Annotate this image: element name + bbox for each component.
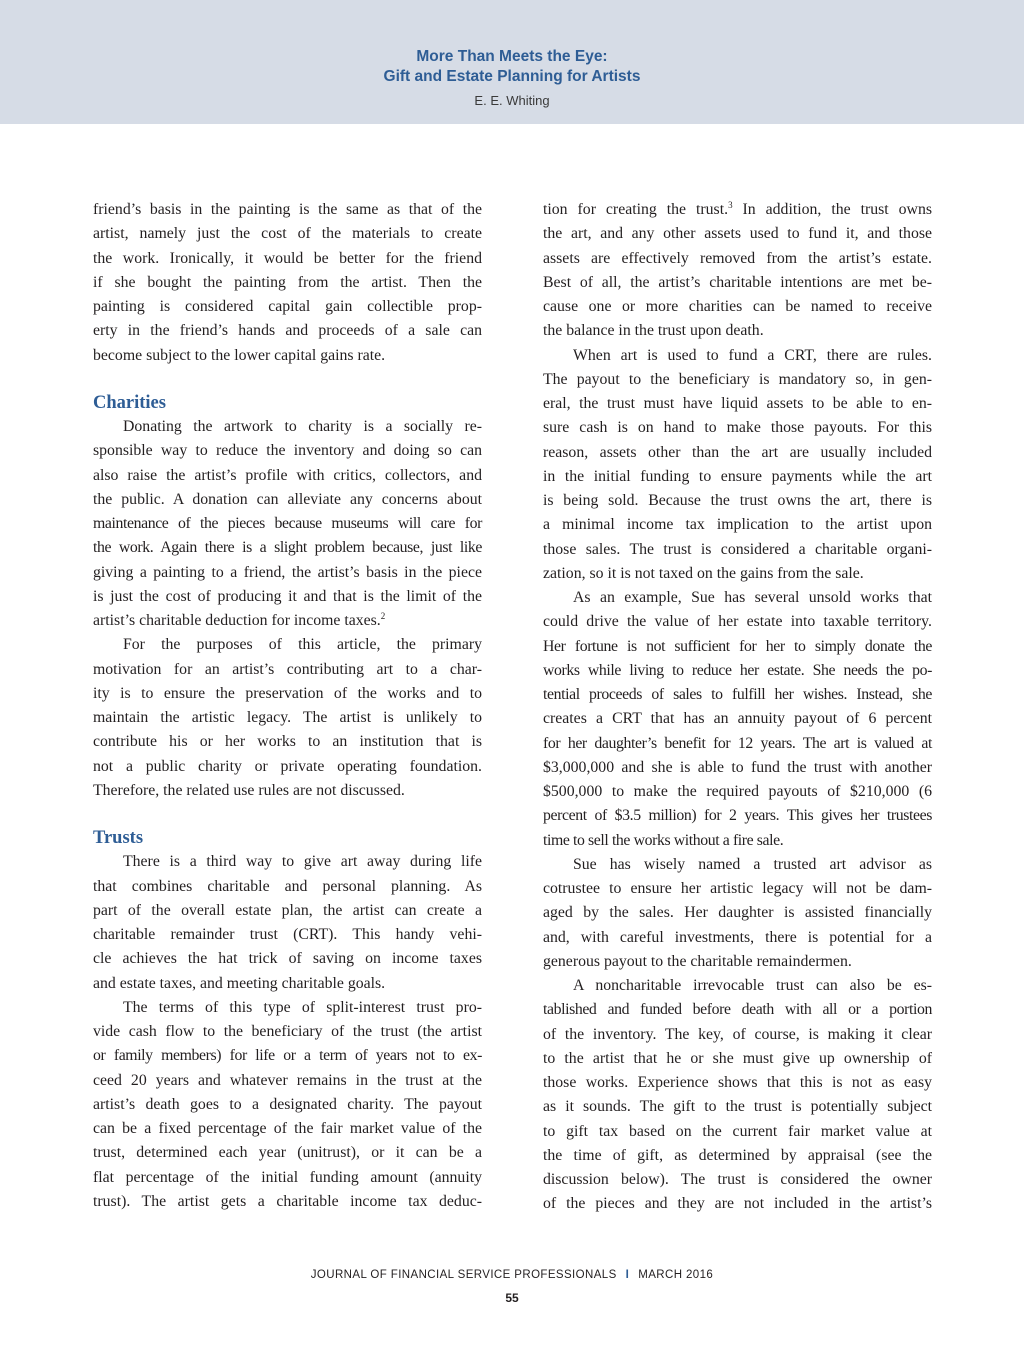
text-line: the work. Ironically, it would be better for the friend	[93, 249, 482, 267]
charities-paragraph-1	[93, 415, 482, 633]
advisor-paragraph	[543, 853, 932, 974]
text-line: reason, assets other than the art are usually included	[543, 443, 932, 461]
section-heading-trusts: Trusts	[93, 828, 144, 848]
article-title-line-1: More Than Meets the Eye:	[416, 48, 608, 65]
text-line: a minimal income tax implication to the artist upon	[543, 516, 932, 534]
text-line: to the artist that he or she must give up ownership of	[543, 1049, 932, 1067]
footnote-ref-2: 2	[380, 611, 386, 621]
charities-paragraph-2	[93, 633, 482, 803]
right-column	[543, 198, 932, 1217]
text-line: if she bought the painting from the artist. Then the	[93, 273, 482, 291]
text-line: works while living to reduce her estate. She needs the po-	[543, 661, 932, 679]
text-line: cle achieves the hat trick of saving on income taxes	[93, 950, 482, 968]
text-fragment: tion for creating the trust.	[543, 201, 729, 218]
text-line: also raise the artist’s profile with critics, collectors, and	[93, 466, 482, 484]
text-line: assets are effectively removed from the artist’s estate.	[543, 249, 932, 267]
text-line: $500,000 to make the required payouts of $210,000 (6	[543, 783, 932, 800]
text-line: flat percentage of the initial funding amount (annuity	[93, 1168, 482, 1186]
left-column	[93, 198, 482, 1214]
text-line: not a public charity or private operating foundation.	[93, 757, 482, 775]
text-fragment: artist’s charitable deduction for income taxes.	[93, 612, 381, 629]
text-line: that combines charitable and personal planning. As	[93, 877, 482, 895]
text-line: generous payout to the charitable remaindermen.	[543, 952, 852, 970]
text-line: trust). The artist gets a charitable income tax deduc-	[93, 1192, 482, 1210]
text-line: painting is considered capital gain collectible prop-	[93, 298, 482, 315]
text-line: to gift tax based on the current fair market value at	[543, 1122, 932, 1140]
text-line: discussion below). The trust is considered the owner	[543, 1171, 932, 1188]
text-fragment: In addition, the trust owns	[732, 201, 932, 218]
article-author: E. E. Whiting	[474, 93, 550, 108]
crt-rules-paragraph	[543, 344, 932, 587]
irrevocable-trust-paragraph	[543, 974, 932, 1217]
footer-journal-line	[0, 1269, 1024, 1281]
text-line: eral, the trust must have liquid assets to be able to en-	[543, 395, 932, 412]
text-line: cotrustee to ensure her artistic legacy will not be dam-	[543, 880, 932, 897]
text-line: part of the overall estate plan, the artist can create a	[93, 901, 482, 919]
text-line: percent of $3.5 million) for 2 years. This gives her trustees	[543, 807, 932, 825]
text-line: could drive the value of her estate into taxable territory.	[543, 613, 932, 631]
text-line: erty in the friend’s hands and proceeds of a sale can	[93, 322, 482, 340]
text-line: giving a painting to a friend, the artist’s basis in the piece	[93, 563, 482, 581]
text-line: the time of gift, as determined by appraisal (see the	[543, 1146, 932, 1164]
text-line: the work. Again there is a slight problem because, just like	[93, 539, 482, 557]
footnote-ref-3: 3	[728, 200, 733, 210]
text-line: aged by the sales. Her daughter is assisted financially	[543, 904, 932, 922]
text-line: ceed 20 years and whatever remains in the trust at the	[93, 1071, 482, 1089]
text-line: and, with careful investments, there is potential for a	[543, 928, 932, 946]
text-line: the public. A donation can alleviate any concerns about	[93, 490, 482, 508]
text-line: The payout to the beneficiary is mandatory so, in gen-	[543, 370, 932, 388]
text-line: become subject to the lower capital gains rate.	[93, 346, 386, 364]
journal-name: JOURNAL OF FINANCIAL SERVICE PROFESSIONALS	[310, 1269, 617, 1281]
text-line: is just the cost of producing it and that is the limit of the	[93, 587, 482, 605]
text-line: sponsible way to reduce the inventory and doing so can	[93, 442, 482, 460]
text-line: can be a fixed percentage of the fair market value of the	[93, 1120, 482, 1137]
text-line: those works. Experience shows that this is not as easy	[543, 1074, 932, 1091]
intro-paragraph	[93, 198, 482, 368]
text-line: Sue has wisely named a trusted art advisor as	[573, 855, 932, 873]
text-line: of the inventory. The key, of course, is making it clear	[543, 1025, 932, 1043]
issue-date: MARCH 2016	[638, 1269, 714, 1281]
text-line: sure cash is on hand to make those payouts. For this	[543, 419, 932, 437]
page-number: 55	[505, 1291, 519, 1305]
text-line: time to sell the works without a fire sale.	[543, 831, 784, 849]
trusts-paragraph-1	[93, 850, 482, 996]
text-line: vide cash flow to the beneficiary of the trust (the artist	[93, 1023, 482, 1040]
text-line: tential proceeds of sales to fulfill her wishes. Instead, she	[543, 686, 932, 703]
text-line: There is a third way to give art away during life	[123, 853, 482, 871]
text-line: A noncharitable irrevocable trust can also be es-	[573, 977, 932, 994]
text-line: The terms of this type of split-interest trust pro-	[123, 998, 482, 1016]
text-line: of the pieces and they are not included in the artist’s	[543, 1195, 932, 1213]
footer-separator: I	[625, 1269, 630, 1281]
text-line-with-footnote	[93, 609, 482, 633]
text-line: When art is used to fund a CRT, there are rules.	[573, 346, 932, 364]
text-line: artist’s death goes to a designated charity. The payout	[93, 1095, 482, 1113]
text-line: artist, namely just the cost of the materials to create	[93, 225, 482, 243]
text-line: maintain the artistic legacy. The artist is unlikely to	[93, 709, 482, 726]
article-title-line-2: Gift and Estate Planning for Artists	[383, 68, 641, 85]
section-heading-charities: Charities	[93, 392, 166, 413]
text-line-with-footnote	[543, 198, 932, 222]
text-line: Her fortune is not sufficient for her to simply donate the	[543, 637, 932, 655]
text-line: contribute his or her works to an institution that is	[93, 733, 482, 751]
text-line: those sales. The trust is considered a charitable organi-	[543, 540, 932, 558]
text-line: the balance in the trust upon death.	[543, 322, 764, 340]
text-line: trust, determined each year (unitrust), or it can be a	[93, 1144, 482, 1162]
text-line: the art, and any other assets used to fund it, and those	[543, 225, 932, 243]
text-line: or family members) for life or a term of years not to ex-	[93, 1047, 482, 1065]
text-line: zation, so it is not taxed on the gains from the sale.	[543, 564, 864, 582]
text-line: is being sold. Because the trust owns the art, there is	[543, 492, 932, 509]
text-line: Best of all, the artist’s charitable intentions are met be-	[543, 273, 932, 291]
text-line: ity is to ensure the preservation of the works and to	[93, 684, 482, 702]
text-line: motivation for an artist’s contributing art to a char-	[93, 660, 482, 678]
text-line: as it sounds. The gift to the trust is potentially subject	[543, 1098, 932, 1116]
continued-paragraph	[543, 198, 932, 344]
text-line: in the initial funding to ensure payments while the art	[543, 467, 932, 485]
text-line: cause one or more charities can be named to receive	[543, 298, 932, 315]
text-line: As an example, Sue has several unsold works that	[573, 589, 932, 606]
text-line: tablished and funded before death with all or a portion	[543, 1001, 932, 1019]
text-line: creates a CRT that has an annuity payout of 6 percent	[543, 710, 932, 728]
text-line: friend’s basis in the painting is the same as that of the	[93, 201, 482, 218]
text-line: $3,000,000 and she is able to fund the trust with another	[543, 758, 932, 776]
text-line: maintenance of the pieces because museums will care for	[93, 515, 482, 532]
text-line: Therefore, the related use rules are not discussed.	[93, 781, 405, 799]
text-line: charitable remainder trust (CRT). This handy vehi-	[93, 926, 482, 943]
example-paragraph	[543, 586, 932, 853]
text-line: Donating the artwork to charity is a socially re-	[123, 418, 482, 435]
text-line: for her daughter’s benefit for 12 years. The art is valued at	[543, 734, 932, 752]
trusts-paragraph-2	[93, 996, 482, 1214]
text-line: and estate taxes, and meeting charitable goals.	[93, 974, 386, 992]
text-line: For the purposes of this article, the primary	[123, 636, 482, 654]
